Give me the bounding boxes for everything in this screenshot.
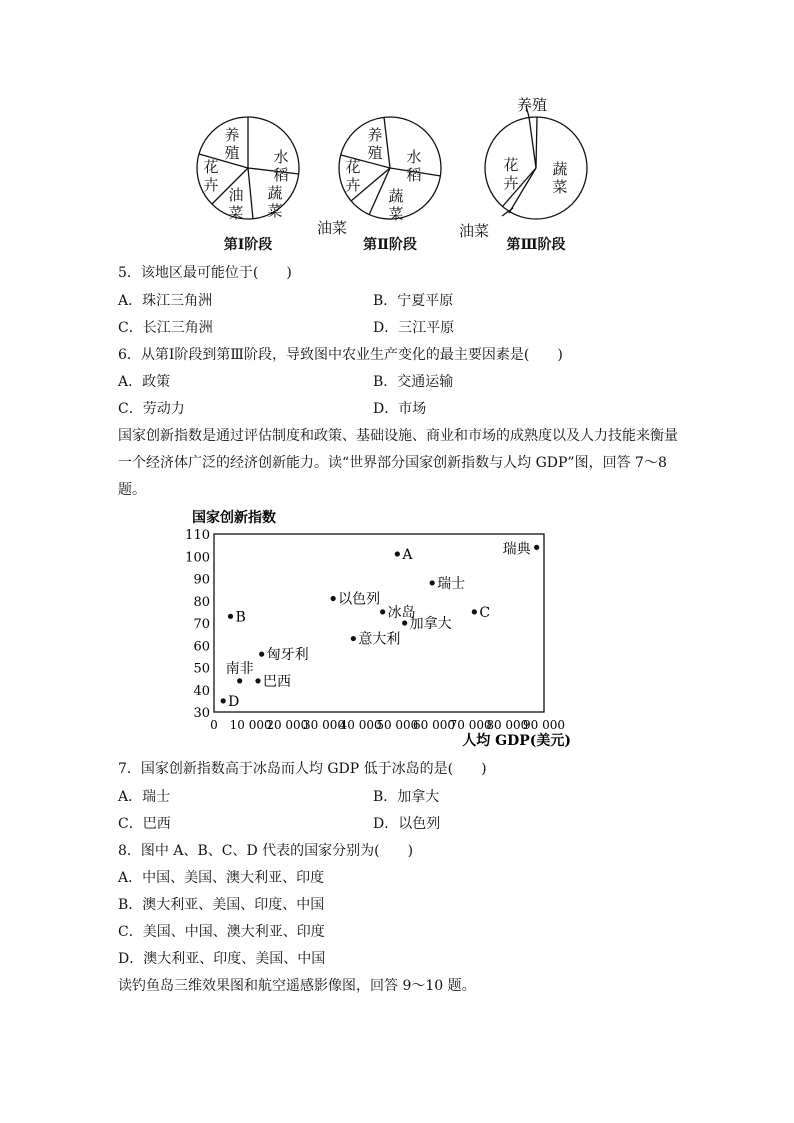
- y-tick-label: 80: [193, 594, 210, 610]
- q6-option-b: B．交通运输: [373, 374, 454, 390]
- q7-option-d: D．以色列: [373, 816, 441, 832]
- x-tick-label: 10 000: [229, 718, 272, 732]
- q5-option-d: D．三江平原: [373, 320, 455, 336]
- pie2-label-huahui: 花卉: [345, 158, 361, 194]
- point-label: 意大利: [358, 631, 401, 648]
- point-label: 南非: [225, 660, 254, 677]
- y-tick-label: 30: [193, 706, 210, 721]
- q5-option-b: B．宁夏平原: [373, 293, 454, 309]
- pie2-label-shuidao: 水稻: [406, 148, 422, 184]
- x-tick-label: 70 000: [449, 718, 492, 732]
- point-label: A: [402, 547, 413, 564]
- point-label: B: [235, 609, 246, 626]
- pie2-label-youcai: 油菜: [316, 219, 348, 237]
- pie1-label-shuidao: 水稻: [273, 148, 289, 184]
- pie3-caption: 第Ⅲ阶段: [506, 237, 566, 253]
- x-tick-label: 30 000: [303, 718, 345, 732]
- point-label: D: [228, 693, 240, 710]
- innovation-gdp-scatter-chart: [178, 502, 598, 752]
- x-tick-label: 40 000: [339, 718, 382, 732]
- x-tick-label: 80 000: [486, 718, 529, 732]
- data-point: [259, 652, 264, 657]
- data-point: [395, 551, 400, 556]
- data-point: [255, 678, 260, 683]
- data-point: [402, 620, 407, 625]
- question-8-stem: 8．图中 A、B、C、D 代表的国家分别为( ): [118, 843, 414, 859]
- pie3-label-yangzhi: 养殖: [516, 96, 548, 114]
- question-5-stem: 5．该地区最可能位于( ): [118, 265, 292, 281]
- data-point: [331, 596, 336, 601]
- q6-option-c: C．劳动力: [118, 401, 185, 417]
- pie2-label-yangzhi: 养殖: [367, 126, 383, 162]
- pie3-label-youcai: 油菜: [458, 222, 490, 240]
- data-point: [430, 580, 435, 585]
- q7-option-c: C．巴西: [118, 816, 171, 832]
- y-tick-label: 50: [193, 661, 210, 677]
- data-point: [221, 698, 226, 703]
- data-point: [351, 636, 356, 641]
- pie3-label-shucai: 蔬菜: [552, 160, 568, 196]
- point-label: 匈牙利: [266, 647, 309, 664]
- point-label: 加拿大: [409, 616, 452, 632]
- q7-option-a: A．瑞士: [118, 789, 171, 805]
- point-label: 瑞典: [502, 541, 531, 558]
- point-label: 巴西: [263, 673, 291, 690]
- q5-option-a: A．珠江三角洲: [118, 293, 213, 309]
- pie-charts-figure: [180, 88, 600, 258]
- data-point: [237, 678, 242, 683]
- pie1-label-yangzhi: 养殖: [224, 126, 240, 162]
- chart-ylabel: 国家创新指数: [192, 510, 276, 526]
- intro-9-10: 读钓鱼岛三维效果图和航空遥感影像图，回答 9～10 题。: [118, 978, 476, 994]
- point-label: C: [479, 604, 491, 621]
- y-tick-label: 70: [193, 617, 210, 632]
- q8-option-a: A．中国、美国、澳大利亚、印度: [118, 870, 325, 886]
- q6-option-a: A．政策: [118, 374, 171, 390]
- x-tick-label: 0: [210, 718, 218, 732]
- y-tick-label: 90: [193, 572, 210, 588]
- y-tick-label: 110: [185, 528, 210, 543]
- q8-option-b: B．澳大利亚、美国、印度、中国: [118, 897, 325, 913]
- pie-stage-3: [485, 106, 587, 219]
- y-tick-label: 40: [193, 683, 210, 699]
- chart-xlabel: 人均 GDP(美元): [462, 733, 571, 749]
- q6-option-d: D．市场: [373, 401, 427, 417]
- point-label: 冰岛: [387, 604, 416, 621]
- data-point: [472, 609, 477, 614]
- q8-option-c: C．美国、中国、澳大利亚、印度: [118, 924, 325, 940]
- q8-option-d: D．澳大利亚、印度、美国、中国: [118, 951, 326, 967]
- point-label: 瑞士: [437, 575, 466, 592]
- pie1-caption: 第Ⅰ阶段: [223, 237, 273, 253]
- x-tick-label: 60 000: [413, 718, 455, 732]
- x-tick-label: 50 000: [376, 718, 419, 732]
- pie1-label-youcai: 油菜: [228, 186, 244, 222]
- y-tick-label: 60: [193, 639, 210, 655]
- data-point: [534, 545, 539, 550]
- pie3-label-huahui: 花卉: [503, 156, 519, 192]
- pie2-label-shucai: 蔬菜: [388, 187, 404, 223]
- q5-option-c: C．长江三角洲: [118, 320, 213, 336]
- x-tick-label: 90 000: [523, 718, 565, 732]
- question-7-stem: 7．国家创新指数高于冰岛而人均 GDP 低于冰岛的是( ): [118, 761, 487, 777]
- q7-option-b: B．加拿大: [373, 789, 440, 805]
- point-label: 以色列: [338, 591, 381, 608]
- y-tick-label: 100: [185, 550, 210, 566]
- pie2-caption: 第Ⅱ阶段: [363, 237, 417, 253]
- data-point: [380, 609, 385, 614]
- pie1-label-huahui: 花卉: [203, 158, 219, 194]
- question-6-stem: 6．从第Ⅰ阶段到第Ⅲ阶段，导致图中农业生产变化的最主要因素是( ): [118, 347, 563, 363]
- intro-7-8: 国家创新指数是通过评估制度和政策、基础设施、商业和市场的成熟度以及人力技能来衡量一个经济体广泛的经济创新能力。读“世界部分国家创新指数与人均 GDP”图，回答 7～8 题。: [118, 428, 678, 498]
- data-point: [228, 614, 233, 619]
- pie1-label-shucai: 蔬菜: [267, 184, 283, 220]
- x-tick-label: 20 000: [266, 718, 309, 732]
